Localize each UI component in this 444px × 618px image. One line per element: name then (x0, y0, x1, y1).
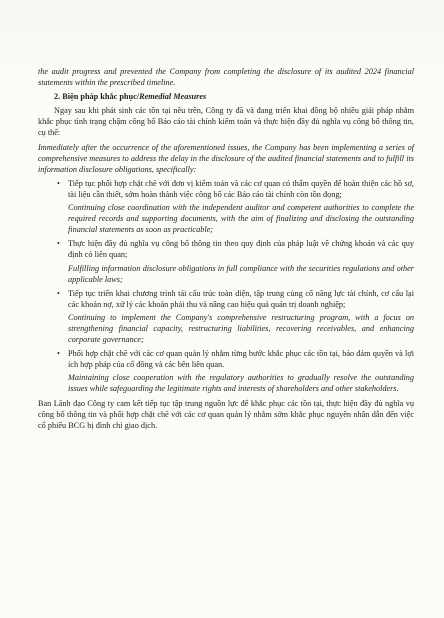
measures-list (38, 178, 414, 395)
list-item (38, 238, 414, 284)
list-item-en: Fulfilling information disclosure obligations in full compliance with the securities regulations and other applicable laws; (68, 263, 414, 284)
list-item-vi: Phối hợp chặt chẽ với các cơ quan quản lý nhằm từng bước khắc phục các tồn tại, bảo đảm quyền và lợi ích hợp pháp của cổ đông và các bên liên quan. (68, 349, 414, 370)
bullet-icon: • (57, 349, 60, 359)
intro-paragraph-vi: Ngay sau khi phát sinh các tồn tại nêu trên, Công ty đã và đang triển khai đồng bộ nhiều giải pháp nhằm khắc phục tình trạng chậm công bố Báo cáo tài chính kiểm toán và thực hiện đầy đủ nghĩa vụ công bố thông tin, cụ thể: (38, 106, 414, 138)
list-item-en: Continuing close coordination with the independent auditor and competent authorities to complete the required records and supporting documents, with the aim of finalizing and disclosing the outstanding financial statements as soon as practicable; (68, 203, 414, 235)
list-item-en: Maintaining close cooperation with the regulatory authorities to gradually resolve the outstanding issues while safeguarding the legitimate rights and interests of shareholders and other stakeholders. (68, 373, 414, 394)
intro-paragraph-en: Immediately after the occurrence of the aforementioned issues, the Company has been implementing a series of comprehensive measures to address the delay in the disclosure of the audited financial statements and to fulfill its information disclosure obligations, specifically: (38, 142, 414, 174)
bullet-icon: • (57, 288, 60, 298)
list-item (38, 348, 414, 394)
section-heading (54, 91, 414, 102)
list-item (38, 178, 414, 235)
list-item-vi: Thực hiện đầy đủ nghĩa vụ công bố thông tin theo quy định của pháp luật về chứng khoán và các quy định có liên quan; (68, 239, 414, 260)
closing-paragraph-vi: Ban Lãnh đạo Công ty cam kết tiếp tục tập trung nguồn lực để khắc phục các tồn tại, thực hiện đầy đủ nghĩa vụ công bố thông tin và phối hợp chặt chẽ với các cơ quan quản lý nhằm sớm khắc phục nguyên nhân dẫn đến việc cổ phiếu BCG bị đình chỉ giao dịch. (38, 398, 414, 430)
list-item-vi: Tiếp tục phối hợp chặt chẽ với đơn vị kiểm toán và các cơ quan có thẩm quyền để hoàn thiện các hồ sơ, tài liệu cần thiết, sớm hoàn thành việc công bố các Báo cáo tài chính còn tồn đọng; (68, 178, 414, 199)
bullet-icon: • (57, 178, 60, 188)
section-heading-vi: 2. Biện pháp khắc phục/ (54, 92, 140, 102)
list-item-en: Continuing to implement the Company's comprehensive restructuring program, with a focus on strengthening financial capacity, restructuring liabilities, recovering receivables, and enhancing corporate governance; (68, 312, 414, 345)
document-body (38, 66, 414, 431)
list-item-vi: Tiếp tục triển khai chương trình tái cấu trúc toàn diện, tập trung củng cố năng lực tài chính, cơ cấu lại các khoản nợ, xử lý các khoản phải thu và nâng cao hiệu quả quản trị doanh nghiệp; (68, 288, 414, 309)
continued-paragraph-en: the audit progress and prevented the Company from completing the disclosure of its audited 2024 financial statements within the prescribed timeline. (38, 67, 414, 88)
list-item (38, 288, 414, 345)
bullet-icon: • (57, 239, 60, 249)
section-heading-en: Remedial Measures (139, 92, 207, 102)
